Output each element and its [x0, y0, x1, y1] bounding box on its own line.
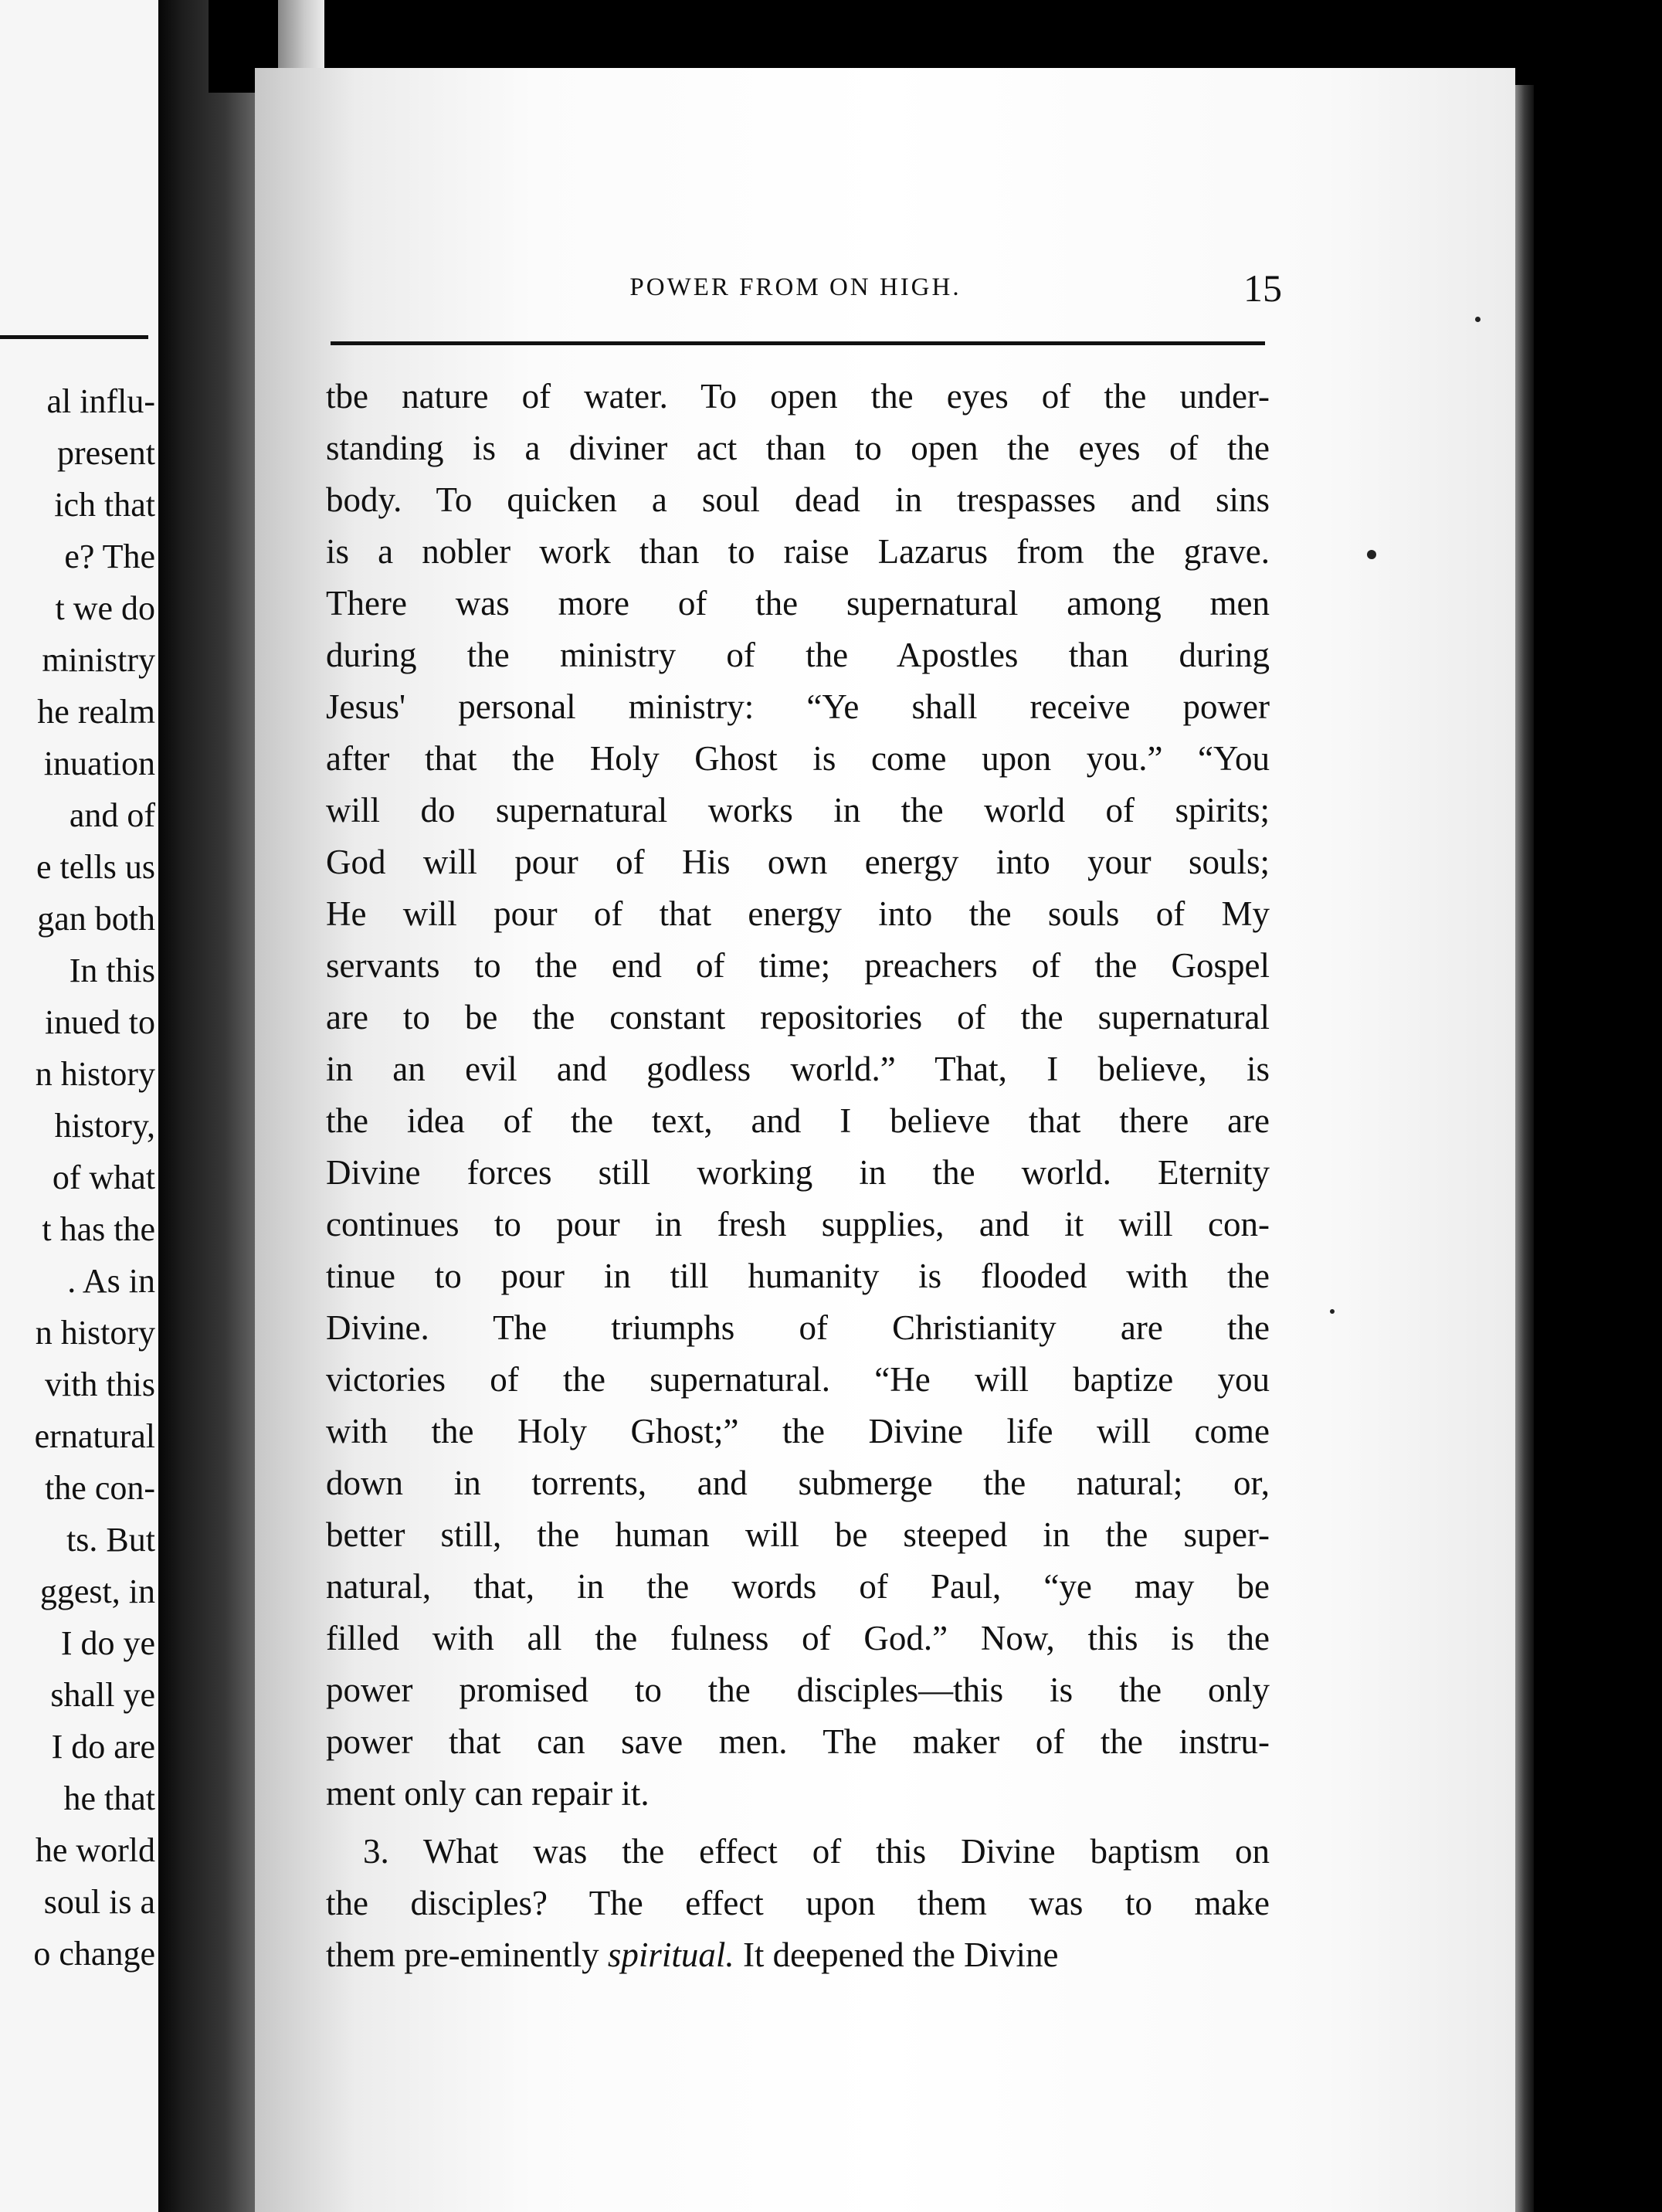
text-line: ment only can repair it.	[326, 1774, 650, 1813]
page-edge-shadow	[1515, 85, 1534, 2212]
paragraph-1	[326, 371, 1270, 1820]
facing-page-line: inued to	[45, 1003, 155, 1041]
facing-page-text	[0, 375, 155, 1980]
text-line: after that the Holy Ghost is come upon you.” “You	[326, 739, 1270, 778]
facing-page-fragment	[0, 0, 158, 2212]
facing-page-line: ministry	[42, 641, 155, 679]
text-line: better still, the human will be steeped in the super-	[326, 1515, 1270, 1554]
facing-page-line: . As in	[67, 1262, 155, 1300]
running-head: POWER FROM ON HIGH.	[629, 273, 962, 301]
facing-page-line: ts. But	[66, 1521, 155, 1559]
text-line: natural, that, in the words of Paul, “ye may be	[326, 1567, 1270, 1606]
text-line: in an evil and godless world.” That, I believe, is	[326, 1050, 1270, 1088]
text-line: standing is a diviner act than to open the eyes of the	[326, 429, 1270, 467]
facing-page-line: he that	[63, 1779, 155, 1817]
text-line: is a nobler work than to raise Lazarus from the grave.	[326, 532, 1270, 571]
facing-page-line: inuation	[43, 745, 155, 782]
facing-page-line: In this	[69, 952, 155, 989]
facing-page-line: shall ye	[50, 1676, 155, 1714]
text-line: God will pour of His own energy into your souls;	[326, 843, 1270, 881]
text-line: filled with all the fulness of God.” Now, this is the	[326, 1619, 1270, 1657]
emphasis-spiritual: spiritual.	[607, 1936, 734, 1974]
facing-page-line: I do are	[51, 1728, 155, 1766]
header-rule	[331, 341, 1265, 345]
facing-page-line: soul is a	[43, 1883, 155, 1921]
facing-page-line: e? The	[64, 538, 155, 575]
text-line: Divine forces still working in the world. Eternity	[326, 1153, 1270, 1192]
facing-page-line: I do ye	[60, 1624, 155, 1662]
text-line: Divine. The triumphs of Christianity are the	[326, 1308, 1270, 1347]
facing-page-line: e tells us	[36, 848, 155, 886]
facing-page-line: ich that	[54, 486, 155, 524]
text-line: tinue to pour in till humanity is flooded with the	[326, 1257, 1270, 1295]
text-line: the idea of the text, and I believe that there are	[326, 1101, 1270, 1140]
facing-page-line: history,	[54, 1107, 155, 1145]
facing-page-line: the con-	[45, 1469, 155, 1507]
text-line: during the ministry of the Apostles than during	[326, 636, 1270, 674]
text-line: continues to pour in fresh supplies, and it will con-	[326, 1205, 1270, 1243]
facing-page-line: al influ-	[46, 382, 155, 420]
facing-page-line: ggest, in	[39, 1572, 155, 1610]
page-number: 15	[1243, 266, 1282, 310]
facing-page-line: and of	[69, 796, 155, 834]
facing-page-line: t has the	[42, 1210, 155, 1248]
text-line: are to be the constant repositories of the supernatural	[326, 998, 1270, 1036]
facing-page-rule	[0, 335, 148, 339]
text-run: It deepened the Divine	[734, 1936, 1059, 1974]
text-line: 3. What was the effect of this Divine baptism on	[363, 1832, 1270, 1871]
text-line: the disciples? The effect upon them was to make	[326, 1884, 1270, 1922]
text-line: power that can save men. The maker of the instru-	[326, 1722, 1270, 1761]
text-line: with the Holy Ghost;” the Divine life will come	[326, 1412, 1270, 1450]
text-line: will do supernatural works in the world of spirits;	[326, 791, 1270, 830]
text-line: tbe nature of water. To open the eyes of the under-	[326, 377, 1270, 416]
text-line: He will pour of that energy into the souls of My	[326, 894, 1270, 933]
text-line: There was more of the supernatural among men	[326, 584, 1270, 623]
facing-page-line: he world	[35, 1831, 155, 1869]
text-line: servants to the end of time; preachers of the Gospel	[326, 946, 1270, 985]
scan-speck	[1330, 1309, 1335, 1314]
text-line: Jesus' personal ministry: “Ye shall receive power	[326, 687, 1270, 726]
scan-speck	[1367, 550, 1376, 559]
page-body	[326, 371, 1270, 1981]
paragraph-2	[326, 1826, 1270, 1981]
facing-page-line: he realm	[37, 693, 155, 731]
facing-page-line: present	[56, 434, 155, 472]
scan-speck	[1475, 317, 1481, 322]
text-line: body. To quicken a soul dead in trespasses and sins	[326, 480, 1270, 519]
facing-page-line: t we do	[55, 589, 155, 627]
text-line: down in torrents, and submerge the natural; or,	[326, 1464, 1270, 1502]
facing-page-line: gan both	[37, 900, 155, 938]
facing-page-line: of what	[52, 1159, 155, 1196]
text-line: victories of the supernatural. “He will baptize you	[326, 1360, 1270, 1399]
text-line: power promised to the disciples—this is the only	[326, 1671, 1270, 1709]
text-line	[326, 1929, 1270, 1981]
facing-page-line: o change	[33, 1935, 155, 1973]
facing-page-line: n history	[35, 1055, 155, 1093]
facing-page-line: ernatural	[34, 1417, 155, 1455]
facing-page-line: n history	[35, 1314, 155, 1352]
facing-page-line: vith this	[44, 1366, 155, 1403]
text-run: them pre-eminently	[326, 1936, 608, 1974]
